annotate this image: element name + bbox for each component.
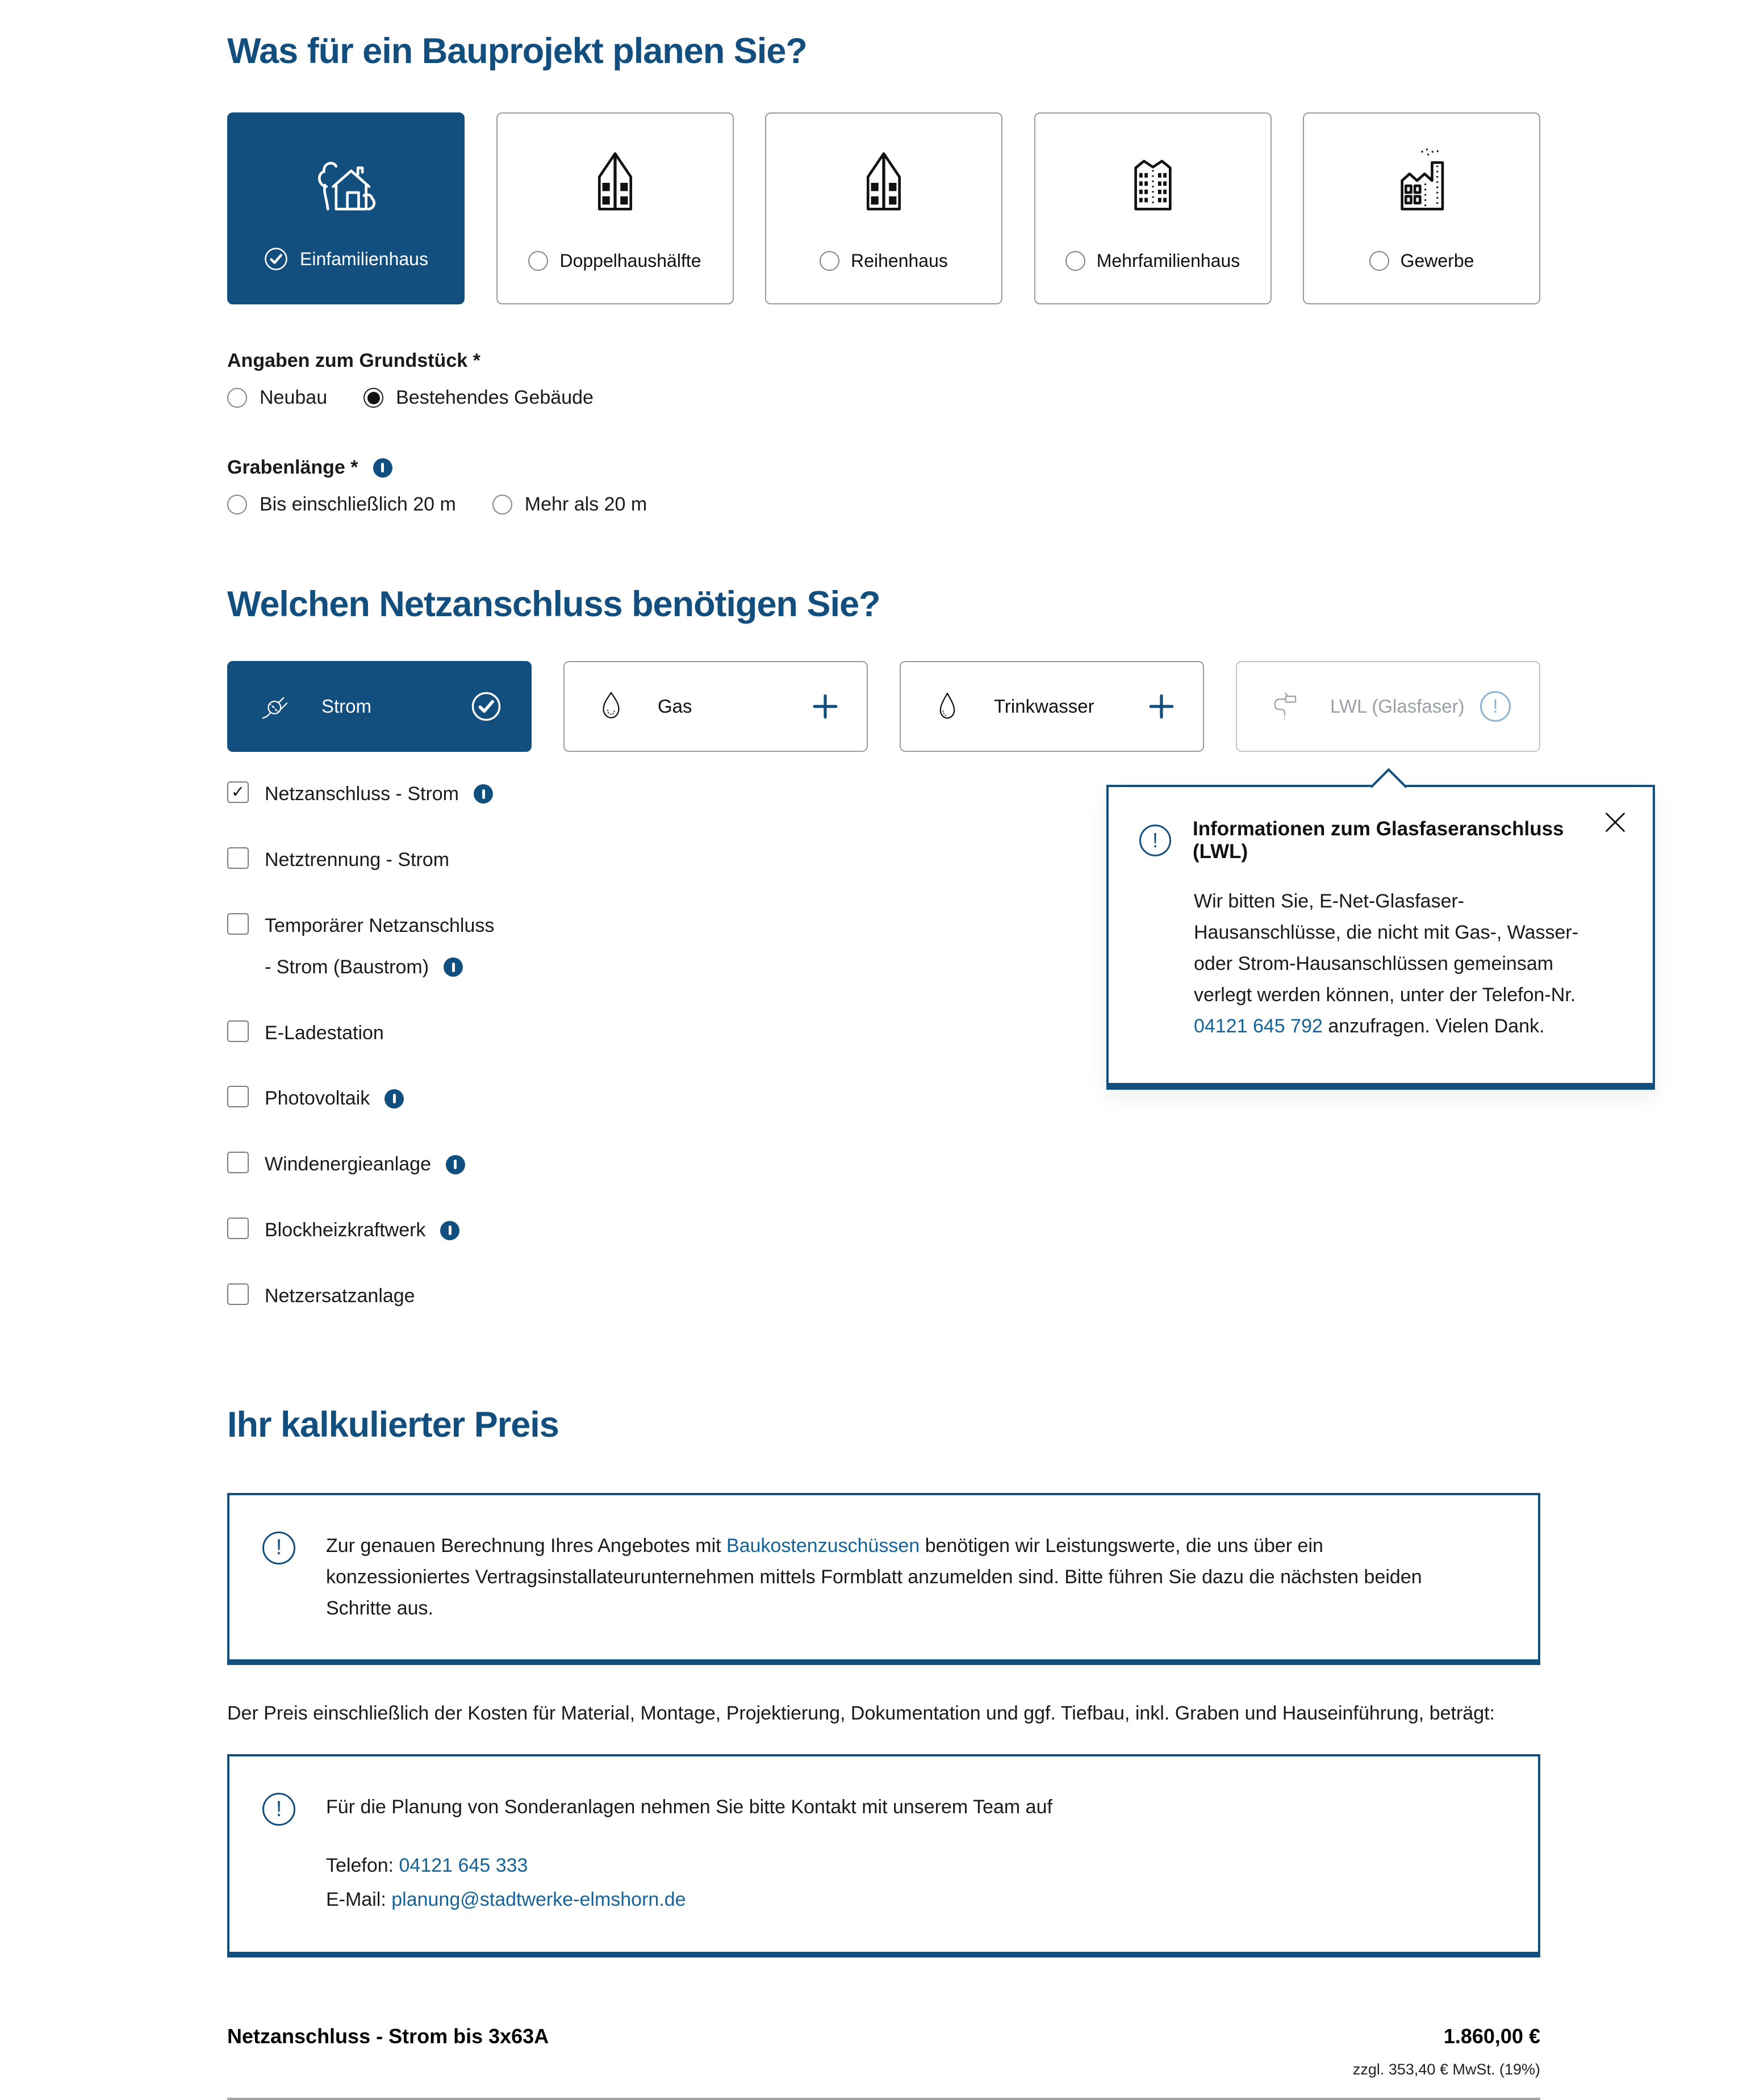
price-amount: 1.860,00 €: [1443, 2024, 1540, 2048]
notice-text-after: benötigen wir Leistungswerte, die uns über ein konzessioniertes Vertragsinstallateurunternehmen mittels Formblatt anzumelden sind. Bitte führen Sie dazu die nächsten beiden Schritte aus.: [326, 1534, 1422, 1620]
price-notice-text: [326, 1530, 1462, 1624]
trench-field-label-text: Grabenlänge *: [227, 457, 358, 478]
project-card-label: Einfamilienhaus: [300, 248, 428, 269]
radio-label: Mehr als 20 m: [524, 493, 647, 515]
connection-card-strom[interactable]: [227, 661, 532, 752]
contact-email-row: [326, 1883, 1052, 1917]
radio-label: Bestehendes Gebäude: [396, 387, 594, 408]
radio-icon: [227, 495, 247, 514]
info-icon[interactable]: [444, 957, 463, 977]
power-plug-icon: [257, 688, 293, 725]
contact-notice-line: Für die Planung von Sonderanlagen nehmen Sie bitte Kontakt mit unserem Team auf: [326, 1796, 1052, 1818]
exclamation-circle-icon: !: [262, 1532, 295, 1564]
plus-icon: [812, 693, 838, 719]
exclamation-circle-icon: !: [1139, 825, 1171, 856]
connection-card-gas[interactable]: [563, 661, 868, 752]
project-card-gewerbe[interactable]: [1303, 112, 1540, 304]
project-card-label: Gewerbe: [1400, 250, 1474, 271]
checkbox-icon: [227, 1086, 249, 1107]
contact-notice-box: [227, 1754, 1540, 1957]
plot-field-label: Angaben zum Grundstück *: [227, 350, 480, 371]
contact-phone-row: [326, 1849, 1052, 1883]
exclamation-circle-icon: !: [262, 1793, 295, 1826]
checkbox-icon: [227, 847, 249, 869]
checkbox-windenergieanlage[interactable]: [227, 1152, 1540, 1177]
radio-label: Bis einschließlich 20 m: [260, 493, 456, 515]
trench-radio-group: [227, 493, 1540, 516]
checkbox-icon: [227, 1283, 249, 1305]
connection-card-label: LWL (Glasfaser): [1330, 696, 1465, 717]
checkbox-label: Blockheizkraftwerk: [265, 1219, 426, 1241]
project-card-doppelhaushaelfte[interactable]: [496, 112, 734, 304]
terraced-house-icon: [766, 143, 1001, 218]
checkbox-label: Netzersatzanlage: [265, 1285, 415, 1307]
plus-icon: [1148, 693, 1175, 719]
close-icon[interactable]: [1603, 810, 1628, 835]
tooltip-body-text: Wir bitten Sie, E-Net-Glasfaser-Hausanschlüsse, die nicht mit Gas-, Wasser- oder Strom-Hausanschlüssen gemeinsam verlegt werden können, unter der Telefon-Nr.: [1194, 890, 1579, 1006]
exclamation-circle-icon: !: [1480, 691, 1511, 722]
water-drop-icon: [929, 688, 966, 725]
connection-card-lwl-glasfaser[interactable]: [1236, 661, 1540, 752]
checkbox-icon: [227, 1152, 249, 1173]
plot-radio-group: [227, 387, 1540, 409]
checkbox-icon: [227, 913, 249, 935]
tooltip-phone-link[interactable]: 04121 645 792: [1194, 1015, 1323, 1038]
connection-card-trinkwasser[interactable]: [900, 661, 1204, 752]
configurator-page: [227, 0, 1579, 2100]
connection-card-label: Gas: [658, 696, 692, 717]
radio-icon: [363, 388, 383, 408]
project-card-label: Reihenhaus: [851, 250, 948, 271]
price-intro-text: Der Preis einschließlich der Kosten für Material, Montage, Projektierung, Dokumentation und ggf. Tiefbau, inkl. Graben und Hauseinführung, beträgt:: [227, 1702, 1495, 1725]
project-card-mehrfamilienhaus[interactable]: [1034, 112, 1272, 304]
project-card-radio: [528, 251, 548, 271]
checkbox-label: Photovoltaik: [265, 1087, 370, 1110]
checkbox-icon: [227, 781, 249, 803]
checkbox-label: Netztrennung - Strom: [265, 848, 450, 871]
flame-icon: [593, 688, 629, 725]
phone-label: Telefon:: [326, 1855, 399, 1877]
price-summary-row: [227, 2024, 1540, 2048]
connection-section-title: Welchen Netzanschluss benötigen Sie?: [227, 584, 880, 624]
connection-card-row: [227, 661, 1540, 752]
checkbox-label-line2: - Strom (Baustrom): [265, 956, 429, 978]
trench-field-label: [227, 457, 1540, 479]
vat-note: zzgl. 353,40 € MwSt. (19%): [1352, 2061, 1540, 2078]
check-circle-icon: [470, 691, 502, 722]
fiber-cable-icon: [1265, 688, 1302, 725]
radio-option-bestehendes-gebaeude[interactable]: [363, 387, 594, 409]
single-family-house-icon: [228, 143, 463, 218]
section-divider: [227, 2098, 1540, 2100]
radio-option-neubau[interactable]: [227, 387, 327, 409]
checkbox-icon: [227, 1218, 249, 1239]
project-card-label: Doppelhaushälfte: [559, 250, 701, 271]
checkbox-label-line1: Temporärer Netzanschluss: [265, 914, 495, 936]
price-notice-box: [227, 1493, 1540, 1665]
checkbox-label: Netzanschluss - Strom: [265, 783, 459, 805]
connection-card-label: Trinkwasser: [994, 696, 1094, 717]
checkbox-label: Windenergieanlage: [265, 1153, 431, 1176]
project-card-einfamilienhaus[interactable]: [227, 112, 465, 304]
apartment-building-icon: [1035, 143, 1270, 218]
checkbox-icon: [227, 1020, 249, 1042]
project-card-radio: [820, 251, 839, 271]
email-label: E-Mail:: [326, 1888, 392, 1910]
tooltip-arrow: [1370, 768, 1407, 805]
radio-option-bis-20m[interactable]: [227, 493, 456, 516]
contact-block: [326, 1849, 1052, 1917]
contact-notice-text: [326, 1792, 1052, 1917]
tooltip-body: [1194, 886, 1603, 1042]
phone-link[interactable]: 04121 645 333: [399, 1855, 528, 1877]
radio-icon: [227, 388, 247, 408]
check-circle-icon: [264, 246, 289, 271]
info-icon[interactable]: [384, 1089, 404, 1108]
notice-text-before: Zur genauen Berechnung Ihres Angebotes mit: [326, 1534, 727, 1557]
connection-options-area: [227, 781, 1579, 1309]
semi-detached-house-icon: [498, 143, 733, 218]
info-icon[interactable]: [474, 784, 493, 804]
project-card-label: Mehrfamilienhaus: [1096, 250, 1240, 271]
radio-icon: [492, 495, 512, 514]
project-section-title: Was für ein Bauprojekt planen Sie?: [227, 31, 807, 71]
price-section-title: Ihr kalkulierter Preis: [227, 1404, 559, 1445]
email-link[interactable]: planung@stadtwerke-elmshorn.de: [391, 1888, 686, 1910]
checkbox-label: E-Ladestation: [265, 1022, 384, 1044]
radio-option-mehr-20m[interactable]: [492, 493, 647, 516]
info-icon[interactable]: [446, 1155, 465, 1174]
lwl-info-tooltip: [1106, 785, 1655, 1090]
tooltip-body-text-after: anzufragen. Vielen Dank.: [1322, 1015, 1545, 1038]
checkbox-netzersatzanlage[interactable]: [227, 1283, 1540, 1309]
project-card-radio: [1369, 251, 1389, 271]
price-item-label: Netzanschluss - Strom bis 3x63A: [227, 2024, 549, 2048]
radio-label: Neubau: [260, 387, 328, 408]
info-icon[interactable]: [373, 458, 392, 478]
checkbox-blockheizkraftwerk[interactable]: [227, 1218, 1540, 1243]
connection-card-label: Strom: [321, 696, 372, 717]
info-icon[interactable]: [440, 1221, 459, 1240]
project-card-row: [227, 112, 1540, 304]
project-card-reihenhaus[interactable]: [765, 112, 1002, 304]
project-card-radio: [1065, 251, 1085, 271]
tooltip-title: Informationen zum Glasfaseranschluss (LWL): [1193, 818, 1564, 863]
baukostenzuschuesse-link[interactable]: Baukostenzuschüssen: [726, 1534, 920, 1557]
factory-icon: [1304, 143, 1539, 218]
